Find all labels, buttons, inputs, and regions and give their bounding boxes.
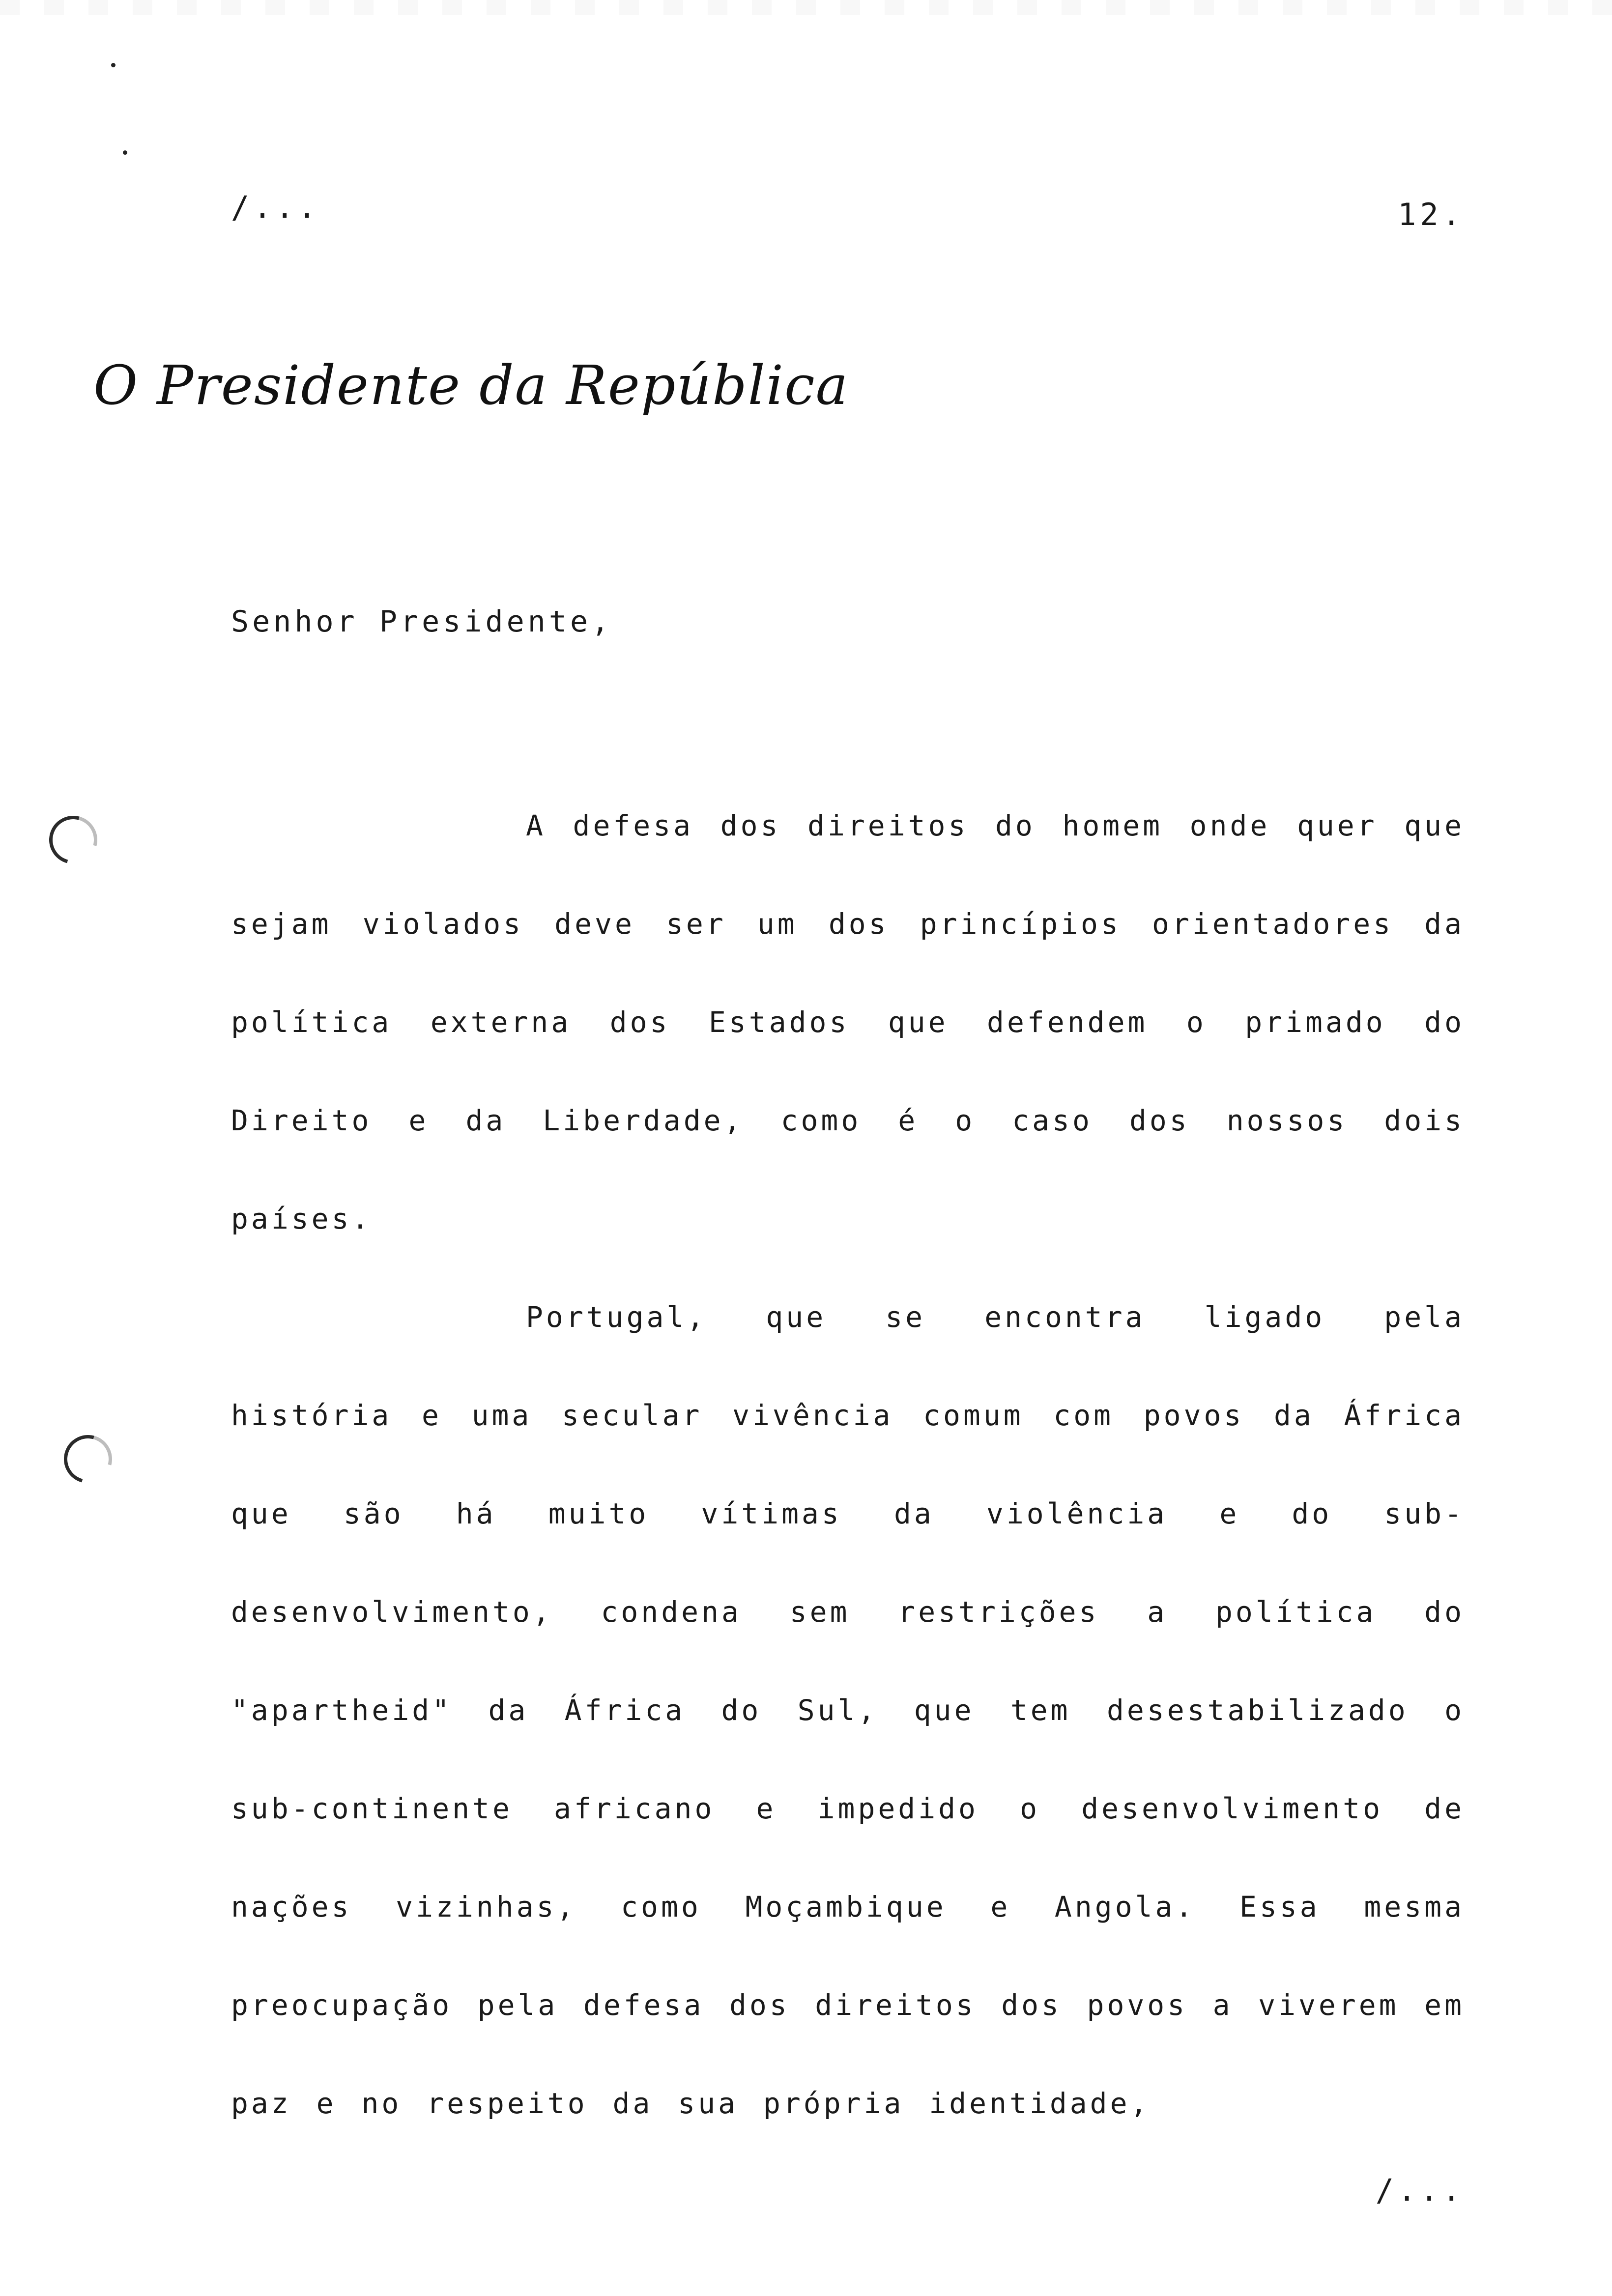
continuation-marker-bottom: /... — [1375, 2172, 1465, 2208]
punch-hole-icon — [40, 807, 106, 873]
continuation-marker-top: /... — [231, 189, 320, 225]
punch-hole-icon — [55, 1426, 121, 1492]
paragraph-2 — [231, 1268, 1465, 2152]
paragraph-text: Portugal, que se encontra ligado pela história e uma secular vivência comum com povos da África que são há muito vítimas da violência e do sub-desenvolvimento, condena sem restrições a política do "apartheid" da África do Sul, que tem desestabilizado o sub-continente africano e impedido o desenvolvimento de nações vizinhas, como Moçambique e Angola. Essa mesma preocupação pela defesa dos direitos dos povos a viverem em paz e no respeito da sua própria identidade, — [231, 1300, 1465, 2120]
letterhead-title: O Presidente da República — [93, 354, 849, 417]
salutation: Senhor Presidente, — [231, 604, 613, 639]
scan-edge-noise — [0, 0, 1612, 15]
page-number: 12. — [1398, 197, 1465, 232]
paragraph-1 — [231, 776, 1465, 1268]
scan-dot — [123, 150, 127, 155]
paragraph-text: A defesa dos direitos do homem onde quer que sejam violados deve ser um dos princípios orientadores da política externa dos Estados que defendem o primado do Direito e da Liberdade, como é o caso dos nossos dois países. — [231, 809, 1465, 1235]
scan-dot — [111, 63, 115, 67]
